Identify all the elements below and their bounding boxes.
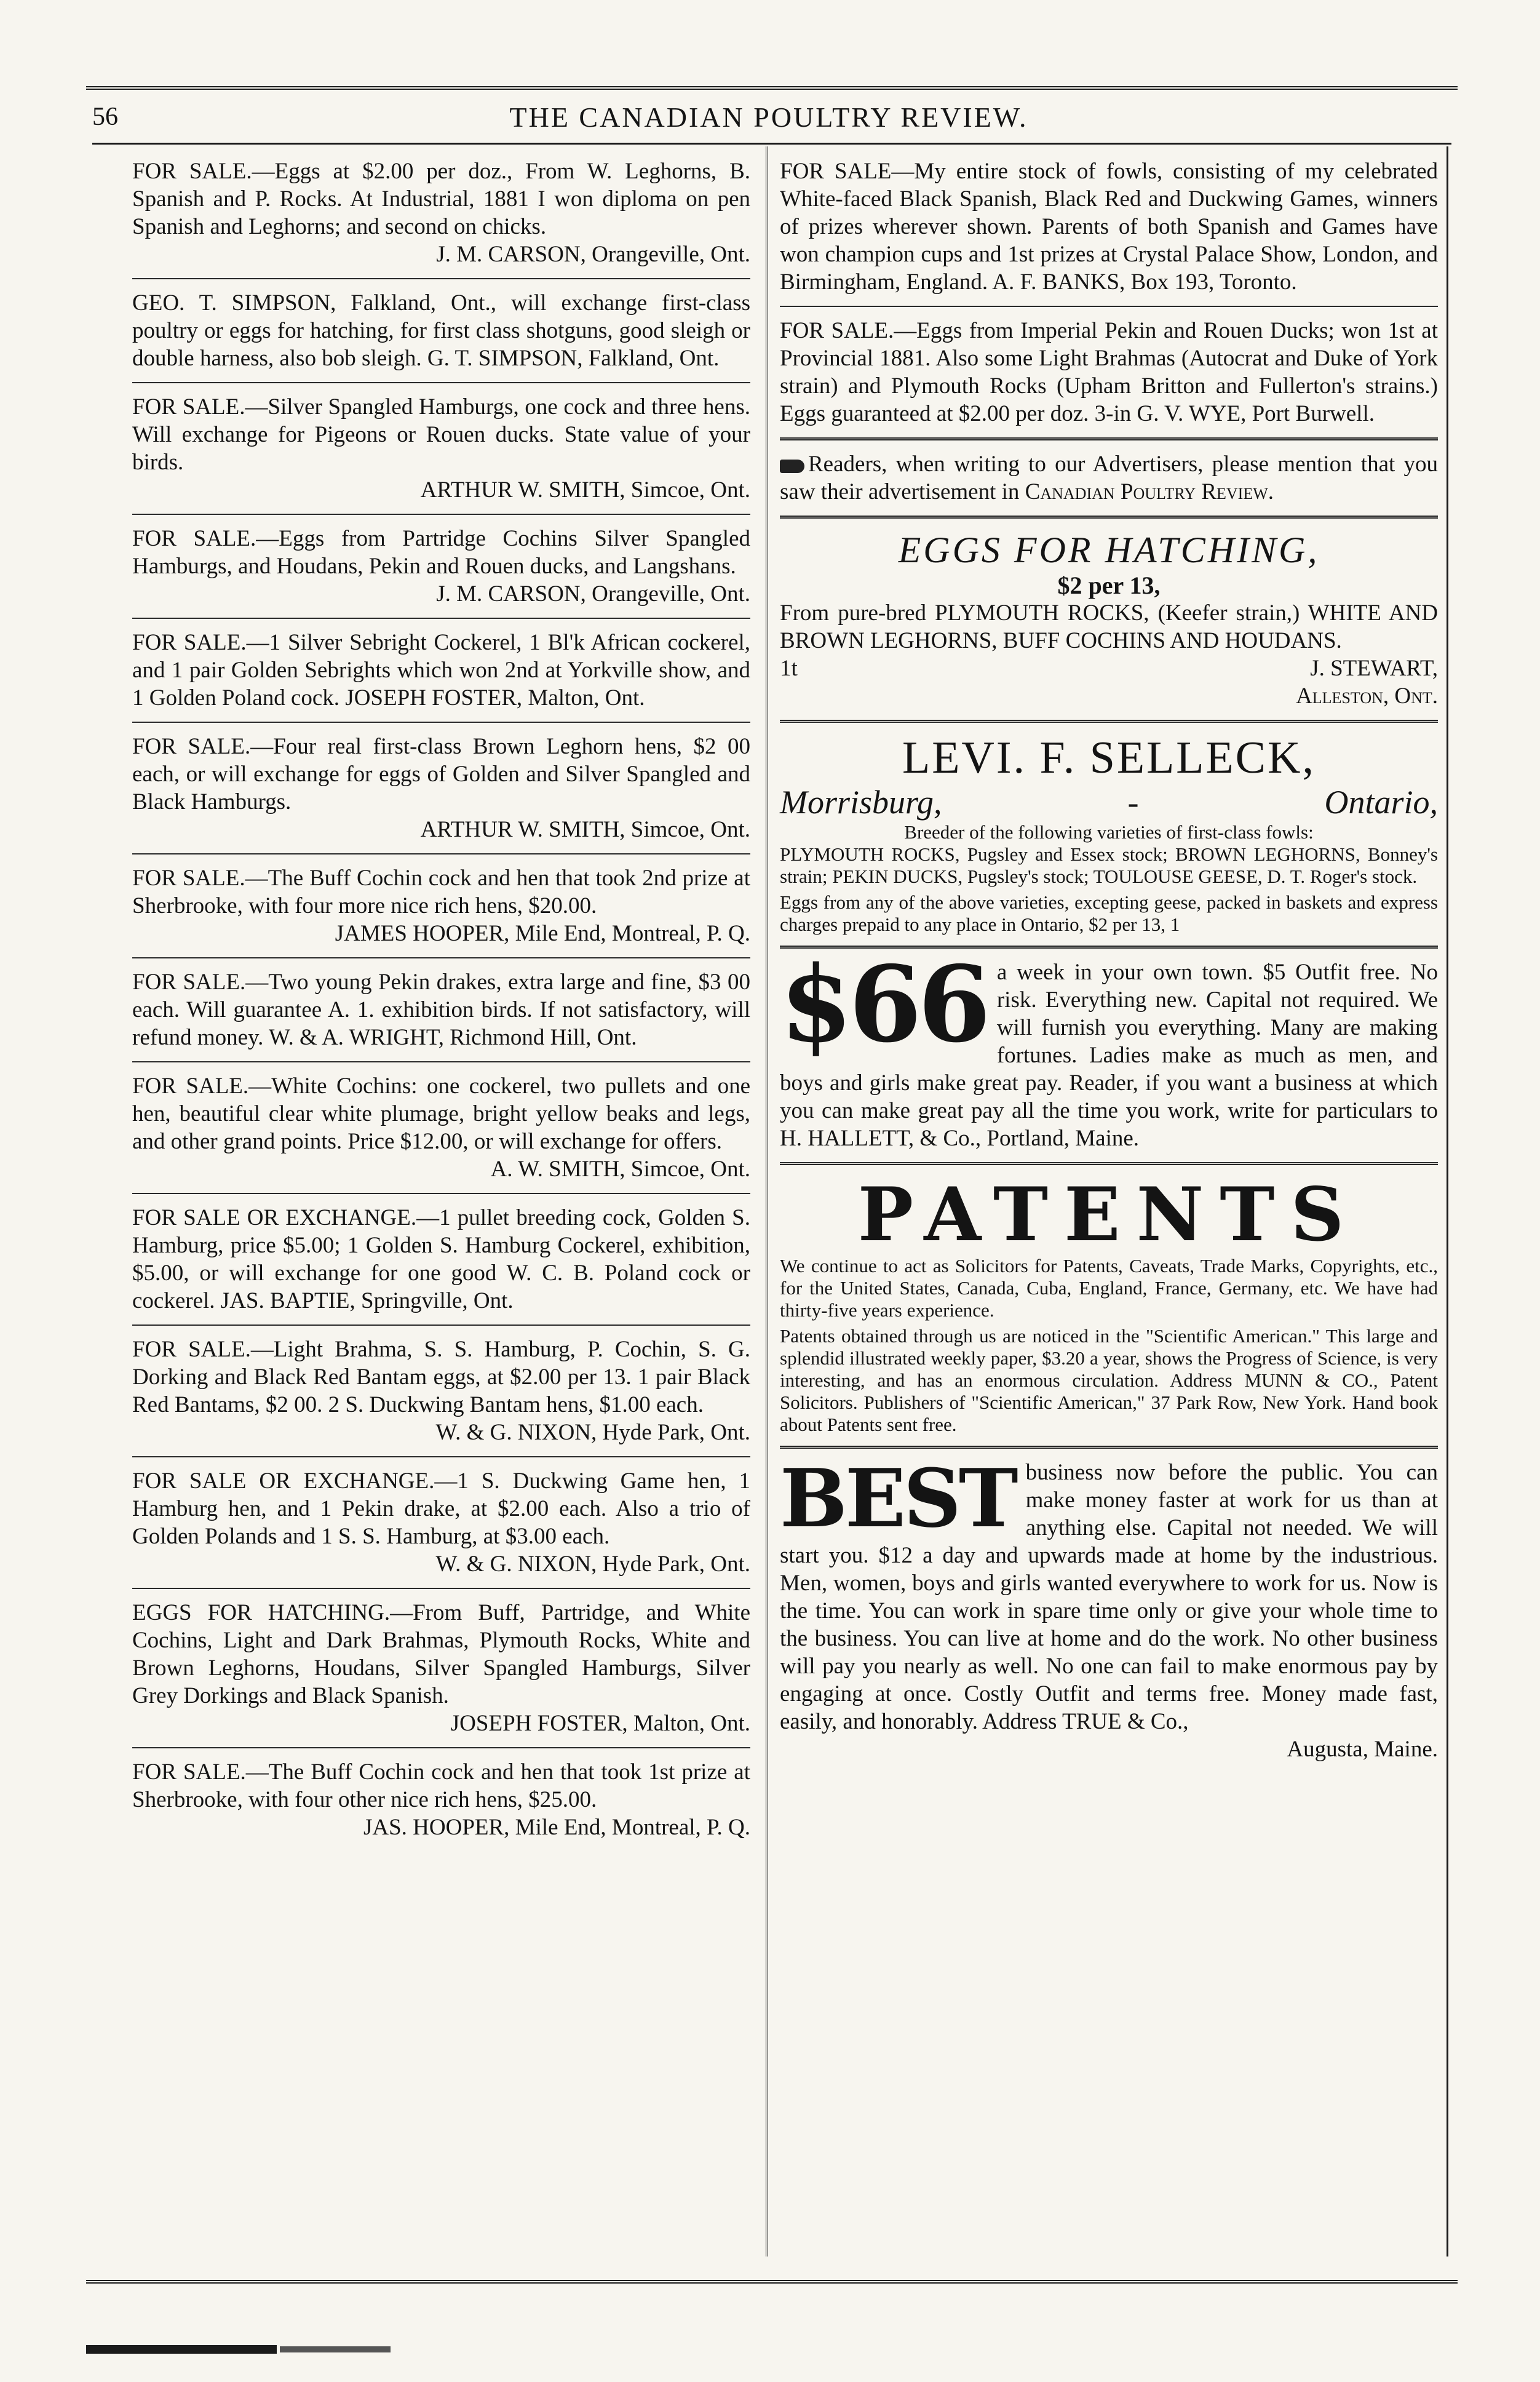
- patents-ad: PATENTS We continue to act as Solicitors for Patents, Caveats, Trade Marks, Copyrights, etc., for the United States, Canada, Cuba, England, France, Germany, etc. We have had thirty-five years experience. Patents obtained through us are noticed in the "Scientific American." This large and splendid illustrated weekly paper, $3.20 a year, shows the Progress of Science, is very interesting, and has an enormous circulation. Address MUNN & CO., Patent Solicitors. Publishers of "Scientific American," 37 Park Row, New York. Hand book about Patents sent free.: [780, 1171, 1438, 1435]
- classified-ad: FOR SALE.—Eggs from Partridge Cochins Silver Spangled Hamburgs, and Houdans, Pekin and Rouen ducks, and Langshans. J. M. CARSON, Orangeville, Ont.: [132, 526, 750, 607]
- eggs-for-hatching-ad: EGGS FOR HATCHING, $2 per 13, From pure-bred PLYMOUTH ROCKS, (Keefer strain,) WHITE AND BROWN LEGHORNS, BUFF COCHINS AND HOUDANS. 1t J. STEWART, Alleston, Ont.: [780, 530, 1438, 709]
- classified-ad: FOR SALE.—The Buff Cochin cock and hen that took 1st prize at Sherbrooke, with four other nice rich hens, $25.00. JAS. HOOPER, Mile End, Montreal, P. Q.: [132, 1759, 750, 1840]
- classified-ad: FOR SALE.—The Buff Cochin cock and hen that took 2nd prize at Sherbrooke, with four more nice rich hens, $20.00. JAMES HOOPER, Mile End, Montreal, P. Q.: [132, 866, 751, 946]
- right-border: [1447, 146, 1448, 2257]
- eggs-price: $2 per 13,: [1057, 572, 1161, 599]
- pointing-hand-icon: [780, 460, 804, 473]
- big-number: $66: [780, 943, 987, 1066]
- classified-ad: FOR SALE.—Four real first-class Brown Leghorn hens, $2 00 each, or will exchange for eggs of Golden and Silver Spangled and Black Hamburgs. ARTHUR W. SMITH, Simcoe, Ont.: [132, 734, 750, 842]
- classified-ad: FOR SALE OR EXCHANGE.—1 pullet breeding cock, Golden S. Hamburg, price $5.00; 1 Golden S. Hamburg Cockerel, exhibition, $5.00, or will exchange for one good W. C. B. Poland cock or cockerel. JAS. BAPTIE, Springville, Ont.: [132, 1205, 750, 1313]
- selleck-name: LEVI. F. SELLECK,: [902, 733, 1316, 783]
- bottom-bar-secondary: [280, 2346, 391, 2352]
- classified-ad: GEO. T. SIMPSON, Falkland, Ont., will exchange first-class poultry or eggs for hatching, for first class shotguns, good sleigh or double harness, also bob sleigh. G. T. SIMPSON, Falkland, Ont.: [132, 290, 751, 371]
- classified-ad: FOR SALE.—Two young Pekin drakes, extra large and fine, $3 00 each. Will guarantee A. 1. exhibition birds. If not satisfactory, will refund money. W. & A. WRIGHT, Richmond Hill, Ont.: [132, 970, 750, 1050]
- patents-title: PATENTS: [857, 1171, 1360, 1258]
- banks-ad: FOR SALE—My entire stock of fowls, consisting of my celebrated White-faced Black Spanish, Black Red and Duckwing Games, winners of prizes wherever shown. Parents of both Spanish and Games have won champion cups and 1st prizes at Crystal Palace Show, London, and Birmingham, England. A. F. BANKS, Box 193, Toronto.: [780, 159, 1438, 295]
- readers-notice: Readers, when writing to our Advertisers, please mention that you saw their advertisement in Canadian Poultry Review.: [780, 452, 1438, 504]
- wye-ad: FOR SALE.—Eggs from Imperial Pekin and Rouen Ducks; won 1st at Provincial 1881. Also some Light Brahmas (Autocrat and Duke of York strain) and Plymouth Rocks (Upham Britton and Fullerton's strains.) Eggs guaranteed at $2.00 per doz. 3-in G. V. WYE, Port Burwell.: [780, 318, 1438, 426]
- classified-ad: FOR SALE.—1 Silver Sebright Cockerel, 1 Bl'k African cockerel, and 1 pair Golden Sebrights which won 2nd at Yorkville show, and 1 Golden Poland cock. JOSEPH FOSTER, Malton, Ont.: [132, 630, 751, 711]
- selleck-ad: LEVI. F. SELLECK, Morrisburg, - Ontario, Breeder of the following varieties of first-class fowls: PLYMOUTH ROCKS, Pugsley and Essex stock; BROWN LEGHORNS, Bonney's strain; PEKIN DUCKS, Pugsley's stock; TOULOUSE GEESE, D. T. Roger's stock. Eggs from any of the above varieties, excepting geese, packed in baskets and express charges prepaid to any place in Ontario, $2 per 13, 1: [780, 733, 1438, 935]
- classified-ad: FOR SALE.—Silver Spangled Hamburgs, one cock and three hens. Will exchange for Pigeons or Rouen ducks. State value of your birds. ARTHUR W. SMITH, Simcoe, Ont.: [132, 394, 750, 503]
- hallett-ad: $66 a week in your own town. $5 Outfit free. No risk. Everything new. Capital not required. We will furnish you everything. Many are making fortunes. Ladies make as much as men, and boys and girls make great pay. Reader, if you want a business at which you can make great pay all the time you work, write for particulars to H. HALLETT, & Co., Portland, Maine.: [780, 943, 1438, 1151]
- classified-ad: FOR SALE.—Light Brahma, S. S. Hamburg, P. Cochin, S. G. Dorking and Black Red Bantam eggs, at $2.00 per 13. 1 pair Black Red Bantams, $2 00. 2 S. Duckwing Bantam hens, $1.00 each. W. & G. NIXON, Hyde Park, Ont.: [132, 1337, 751, 1445]
- journal-title: THE CANADIAN POULTRY REVIEW.: [509, 101, 1028, 133]
- eggs-title: EGGS FOR HATCHING,: [898, 530, 1320, 570]
- column-divider: [766, 146, 768, 2257]
- page-header: [92, 92, 1445, 141]
- classified-ad: FOR SALE.—Eggs at $2.00 per doz., From W. Leghorns, B. Spanish and P. Rocks. At Industrial, 1881 I won diploma on pen Spanish and Leghorns; and second on chicks. J. M. CARSON, Orangeville, Ont.: [132, 159, 750, 267]
- left-column: [132, 153, 750, 1847]
- bottom-bar: [86, 2345, 277, 2354]
- best-word: BEST: [780, 1451, 1016, 1545]
- best-ad: BEST business now before the public. You can make money faster at work for us than at anything else. Capital not needed. We will start you. $12 a day and upwards made at home by the industrious. Men, women, boys and girls wanted everywhere to work for us. Now is the time. You can work in spare time only or give your whole time to the business. You can live at home and do the work. No other business will pay you nearly as well. No one can fail to make enormous pay by engaging at once. Costly Outfit and terms free. Money made fast, easily, and honorably. Address TRUE & Co., Augusta, Maine.: [780, 1451, 1438, 1762]
- classified-ad: EGGS FOR HATCHING.—From Buff, Partridge, and White Cochins, Light and Dark Brahmas, Plymouth Rocks, White and Brown Leghorns, Houdans, Silver Spangled Hamburgs, Silver Grey Dorkings and Black Spanish. JOSEPH FOSTER, Malton, Ont.: [132, 1600, 750, 1736]
- header-rule: [92, 143, 1451, 145]
- right-column: [780, 153, 1438, 1769]
- classified-ad: FOR SALE.—White Cochins: one cockerel, two pullets and one hen, beautiful clear white plumage, bright yellow beaks and legs, and other grand points. Price $12.00, or will exchange for offers. A. W. SMITH, Simcoe, Ont.: [132, 1073, 751, 1182]
- classified-ad: FOR SALE OR EXCHANGE.—1 S. Duckwing Game hen, 1 Hamburg hen, and 1 Pekin drake, at $2.00 each. Also a trio of Golden Polands and 1 S. S. Hamburg, at $3.00 each. W. & G. NIXON, Hyde Park, Ont.: [132, 1468, 750, 1577]
- page-number: 56: [92, 103, 118, 131]
